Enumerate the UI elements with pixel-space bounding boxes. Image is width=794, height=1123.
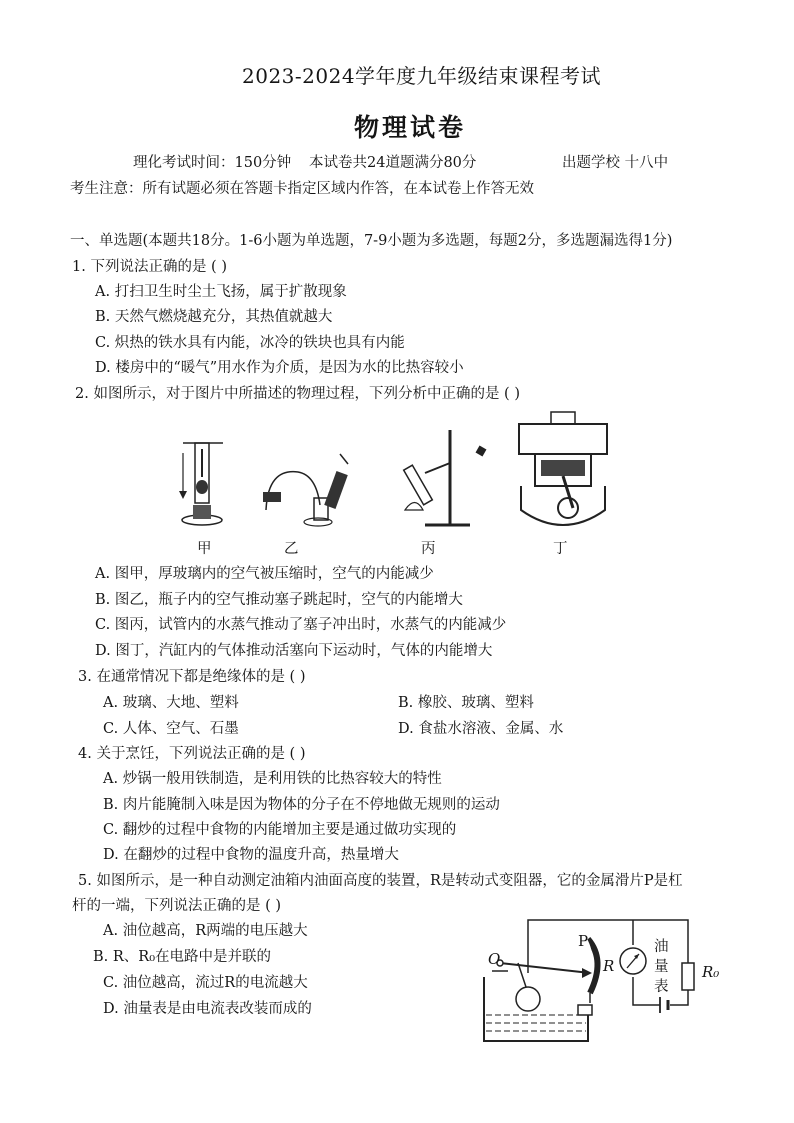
question-1-option-b: B. 天然气燃烧越充分，其热值就越大 — [95, 309, 333, 325]
question-3-option-d: D. 食盐水溶液、金属、水 — [398, 721, 564, 737]
question-2-stem: 2. 如图所示，对于图片中所描述的物理过程，下列分析中正确的是 ( ) — [75, 386, 520, 402]
question-2-option-b: B. 图乙，瓶子内的空气推动塞子跳起时，空气的内能增大 — [95, 592, 463, 608]
paper-title: 物理试卷 — [354, 113, 467, 142]
circuit-label-r0: R₀ — [702, 963, 720, 981]
circuit-label-r: R — [603, 957, 615, 975]
figure-label-ding: 丁 — [553, 541, 568, 557]
oil-level-circuit-diagram — [478, 915, 723, 1045]
figure-bing-test-tube — [395, 425, 505, 535]
question-1-option-a: A. 打扫卫生时尘土飞扬，属于扩散现象 — [95, 284, 347, 300]
question-4-option-a: A. 炒锅一般用铁制造，是利用铁的比热容较大的特性 — [103, 771, 442, 787]
figure-yi-bottle-pump — [258, 450, 368, 530]
figure-label-jia: 甲 — [197, 541, 212, 557]
question-5-stem-line-2: 杆的一端，下列说法正确的是 ( ) — [72, 898, 282, 914]
figure-label-yi: 乙 — [284, 541, 299, 557]
circuit-label-o: O — [488, 950, 501, 968]
question-5-option-d: D. 油量表是由电流表改装而成的 — [103, 1001, 312, 1017]
figure-label-bing: 丙 — [421, 541, 436, 557]
question-3-option-c: C. 人体、空气、石墨 — [103, 721, 239, 737]
question-1-option-c: C. 炽热的铁水具有内能，冰冷的铁块也具有内能 — [95, 335, 405, 351]
question-2-option-d: D. 图丁，汽缸内的气体推动活塞向下运动时，气体的内能增大 — [95, 643, 493, 659]
question-4-option-c: C. 翻炒的过程中食物的内能增加主要是通过做功实现的 — [103, 822, 457, 838]
circuit-label-meter-2: 量 — [654, 959, 669, 975]
figure-jia-compression-cylinder — [175, 435, 230, 535]
circuit-label-meter-1: 油 — [654, 939, 669, 955]
question-5-stem-line-1: 5. 如图所示，是一种自动测定油箱内油面高度的装置，R是转动式变阻器，它的金属滑片P是杠 — [78, 873, 683, 889]
circuit-label-meter-3: 表 — [654, 979, 669, 995]
question-count-info: 本试卷共24道题满分80分 — [309, 155, 477, 171]
question-1-option-d: D. 楼房中的“暖气”用水作为介质，是因为水的比热容较小 — [95, 360, 464, 376]
exam-title: 2023-2024学年度九年级结束课程考试 — [242, 64, 602, 88]
section-heading: 一、单选题(本题共18分。1-6小题为单选题，7-9小题为多选题，每题2分，多选题漏选得1分) — [70, 233, 673, 249]
circuit-label-p: P — [578, 932, 589, 950]
question-2-option-c: C. 图丙，试管内的水蒸气推动了塞子冲出时，水蒸气的内能减少 — [95, 617, 507, 633]
exam-time-info: 理化考试时间：150分钟 — [133, 155, 292, 171]
question-5-option-c: C. 油位越高，流过R的电流越大 — [103, 975, 308, 991]
question-4-stem: 4. 关于烹饪，下列说法正确的是 ( ) — [78, 746, 306, 762]
exam-notice: 考生注意：所有试题必须在答题卡指定区域内作答，在本试卷上作答无效 — [70, 181, 534, 197]
question-1-stem: 1. 下列说法正确的是 ( ) — [72, 259, 227, 275]
question-3-stem: 3. 在通常情况下都是绝缘体的是 ( ) — [78, 669, 306, 685]
question-5-option-a: A. 油位越高，R两端的电压越大 — [103, 923, 308, 939]
question-3-option-b: B. 橡胶、玻璃、塑料 — [398, 695, 534, 711]
question-4-option-d: D. 在翻炒的过程中食物的温度升高，热量增大 — [103, 847, 399, 863]
question-4-option-b: B. 肉片能腌制入味是因为物体的分子在不停地做无规则的运动 — [103, 797, 500, 813]
question-3-option-a: A. 玻璃、大地、塑料 — [103, 695, 239, 711]
question-2-option-a: A. 图甲，厚玻璃内的空气被压缩时，空气的内能减少 — [95, 566, 434, 582]
figure-ding-engine-cylinder — [513, 410, 613, 535]
question-5-option-b: B. R、R₀在电路中是并联的 — [93, 949, 272, 965]
school-info: 出题学校 十八中 — [562, 155, 669, 171]
